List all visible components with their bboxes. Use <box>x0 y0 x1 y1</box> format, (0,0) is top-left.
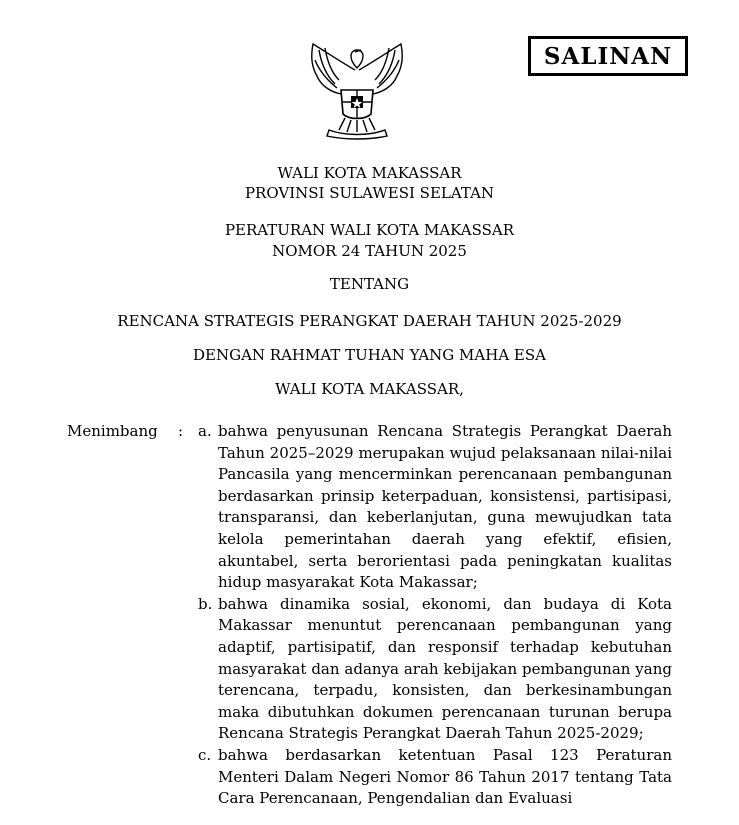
menimbang-colon: : <box>178 422 184 440</box>
list-item <box>198 421 672 594</box>
list-item-mark: b. <box>198 594 213 613</box>
garuda-emblem <box>305 40 409 140</box>
menimbang-list <box>198 421 672 810</box>
regulation-about: TENTANG <box>329 275 410 293</box>
list-item-text: bahwa dinamika sosial, ekonomi, dan budaya di Kota Makassar menuntut perencanaan pembangunan yang adaptif, partisipatif, dan responsif terhadap kebutuhan masyarakat dan adanya arah kebijakan pembangunan yang terencana, terpadu, konsisten, dan berkesinambungan maka dibutuhkan dokumen perencanaan turunan berupa Rencana Strategis Perangkat Daerah Tahun 2025-2029; <box>218 594 672 743</box>
list-item-mark: c. <box>198 745 212 764</box>
menimbang-label: Menimbang <box>67 422 158 440</box>
invocation: DENGAN RAHMAT TUHAN YANG MAHA ESA <box>193 346 546 364</box>
regulation-title: PERATURAN WALI KOTA MAKASSAR <box>224 221 515 239</box>
list-item-mark: a. <box>198 422 212 440</box>
regulation-subject: RENCANA STRATEGIS PERANGKAT DAERAH TAHUN 2025-2029 <box>117 312 622 330</box>
list-item-text: bahwa penyusunan Rencana Strategis Perangkat Daerah Tahun 2025–2029 merupakan wujud pelaksanaan nilai-nilai Pancasila yang mencerminkan perencanaan pembangunan berdasarkan prinsip keterpaduan, konsistensi, partisipasi, transparansi, dan keberlanjutan, guna mewujudkan tata kelola pemerintahan daerah yang efektif, efisien, akuntabel, serta berorientasi pada peningkatan kualitas hidup masyarakat Kota Makassar; <box>218 422 672 592</box>
issuer: WALI KOTA MAKASSAR, <box>275 380 464 398</box>
salinan-stamp: SALINAN <box>528 36 688 76</box>
header-line-1: WALI KOTA MAKASSAR <box>277 164 462 182</box>
regulation-number: NOMOR 24 TAHUN 2025 <box>272 242 467 260</box>
list-item-text: bahwa berdasarkan ketentuan Pasal 123 Peraturan Menteri Dalam Negeri Nomor 86 Tahun 2017 tentang Tata Cara Perencanaan, Pengendalian dan Evaluasi <box>218 745 672 808</box>
list-item <box>198 594 672 745</box>
list-item <box>198 745 672 810</box>
header-line-2: PROVINSI SULAWESI SELATAN <box>244 184 495 202</box>
